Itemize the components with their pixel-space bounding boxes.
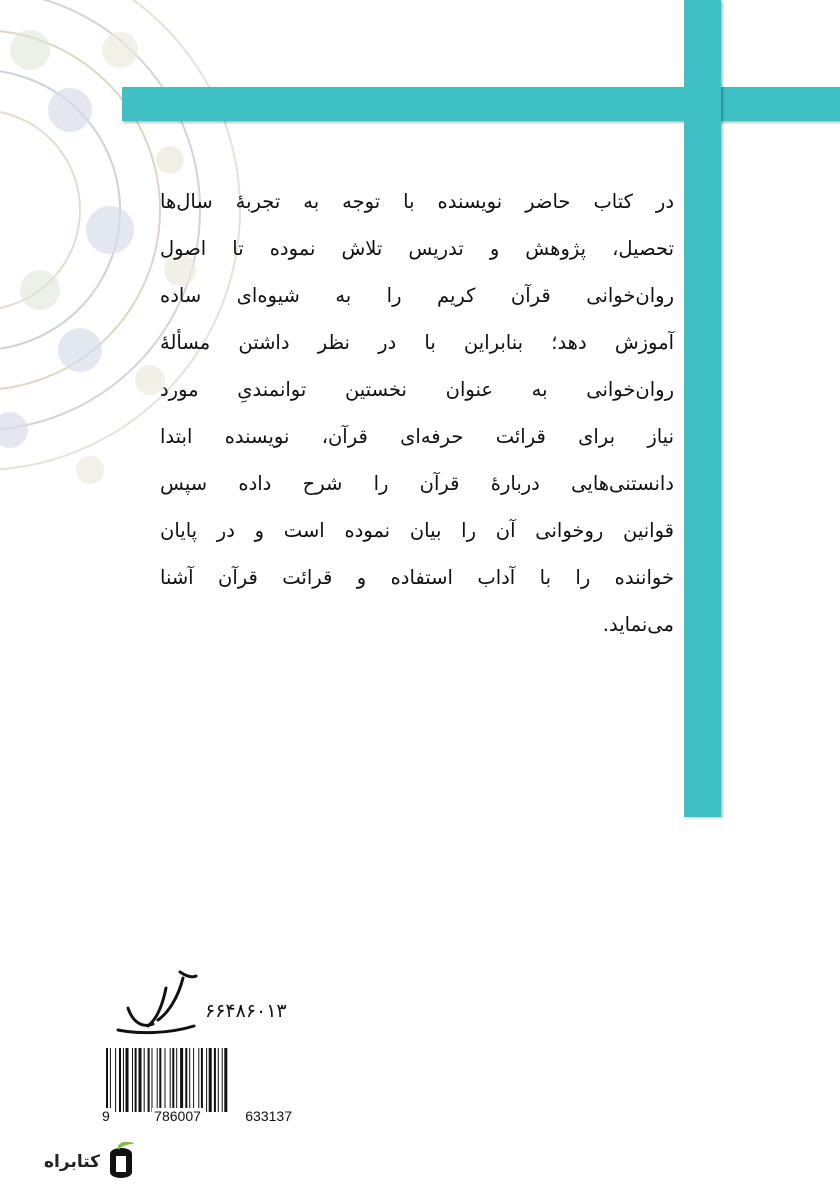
barcode-bar: [185, 1048, 187, 1112]
blurb-line: خواننده را با آداب استفاده و قرائت قرآن آشنا: [160, 566, 674, 589]
blurb-line: نیاز برای قرائت حرفه‌ای قرآن، نویسنده ابتدا: [160, 425, 674, 448]
blurb-line: دانستنی‌هایی دربارهٔ قرآن را شرح داده سپس: [160, 472, 674, 495]
barcode-bar: [135, 1048, 137, 1112]
publisher-phone: ۶۶۴۸۶۰۱۳: [205, 1000, 287, 1022]
barcode-bar: [189, 1048, 190, 1112]
barcode-bar: [209, 1048, 212, 1112]
barcode-bar: [206, 1048, 207, 1112]
store-icon: [104, 1142, 138, 1182]
barcode-bar: [201, 1048, 203, 1112]
store-name: کتابراه: [44, 1152, 101, 1172]
blurb-line: روان‌خوانی به عنوان نخستین توانمندیِ مورد: [160, 378, 674, 401]
barcode-bar: [180, 1048, 183, 1112]
barcode-bar: [132, 1048, 133, 1112]
barcode-bar: [214, 1048, 216, 1112]
isbn-digits: [100, 1108, 294, 1124]
barcode-bar: [198, 1048, 199, 1112]
barcode-bar: [224, 1048, 227, 1112]
barcode-bar: [123, 1048, 124, 1112]
barcode-bar: [218, 1048, 219, 1112]
barcode-bar: [159, 1048, 161, 1112]
blurb-line: می‌نماید.: [602, 613, 674, 636]
barcode-bar: [176, 1048, 177, 1112]
barcode-bar: [152, 1048, 153, 1112]
barcode-bar: [170, 1048, 171, 1112]
blurb-line: تحصیل، پژوهش و تدریس تلاش نموده تا اصول: [160, 237, 674, 260]
barcode-bar: [106, 1048, 108, 1112]
barcode-bar: [115, 1048, 116, 1112]
barcode-bar: [119, 1048, 121, 1112]
blurb-line: آموزش دهد؛ بنابراین با در نظر داشتن مسألهٔ: [160, 331, 674, 354]
isbn-group-2: 633137: [245, 1108, 292, 1124]
barcode-bar: [193, 1048, 194, 1112]
blurb-line: قوانین روخوانی آن را بیان نموده است و در پایان: [160, 519, 674, 542]
barcode-bar: [126, 1048, 129, 1112]
barcode-bar: [172, 1048, 174, 1112]
publisher-logo: [108, 968, 198, 1042]
barcode-bar: [222, 1048, 223, 1112]
back-cover-blurb: [160, 178, 674, 648]
isbn-prefix: 9: [102, 1108, 110, 1124]
barcode-bar: [139, 1048, 142, 1112]
cross-vertical-bar: [684, 0, 721, 817]
blurb-line: روان‌خوانی قرآن کریم را به شیوه‌ای ساده: [160, 284, 674, 307]
barcode-bar: [110, 1048, 111, 1112]
barcode-bar: [148, 1048, 150, 1112]
barcode-bar: [157, 1048, 158, 1112]
barcode-bar: [165, 1048, 166, 1112]
cross-horizontal-bar: [122, 87, 840, 121]
isbn-group-1: 786007: [154, 1108, 201, 1124]
barcode-bar: [144, 1048, 145, 1112]
store-logo: [44, 1142, 138, 1182]
blurb-line: در کتاب حاضر نویسنده با توجه به تجربهٔ سال‌ها: [160, 190, 674, 213]
